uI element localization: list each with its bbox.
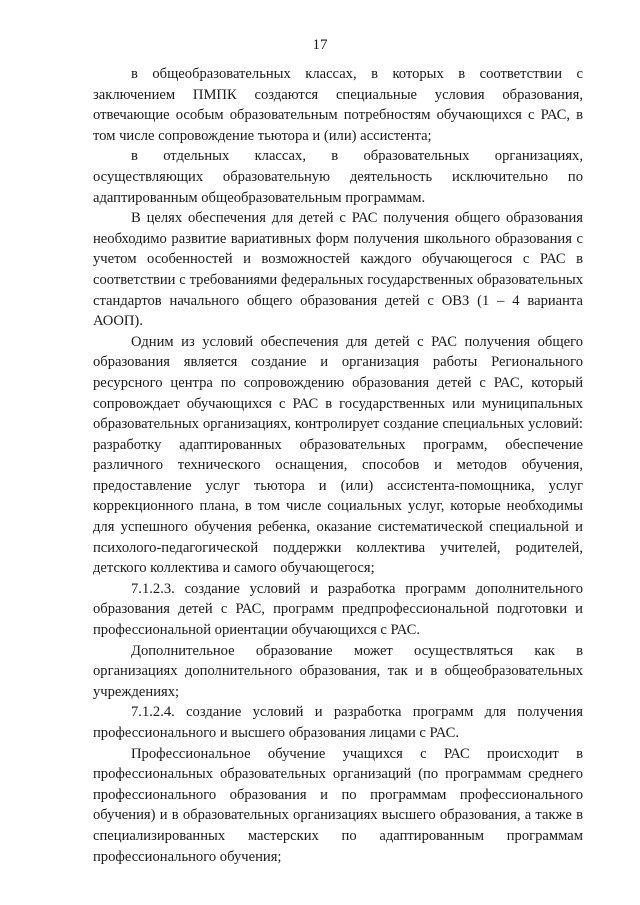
paragraph-section-7-1-2-3: 7.1.2.3. создание условий и разработка программ дополнительного образования детей с РАС, программ предпрофессиональной подготовки и профессиональной ориентации обучающихся с РАС. <box>93 580 583 639</box>
paragraph-section-7-1-2-4: 7.1.2.4. создание условий и разработка программ для получения профессионального и высшего образования лицами с РАС. <box>93 704 583 741</box>
document-body <box>93 64 583 867</box>
paragraph-variative-forms: В целях обеспечения для детей с РАС получения общего образования необходимо развитие вариативных форм получения школьного образования с учетом особенностей и возможностей каждого обучающегося с РАС в соответствии с требованиями федеральных государственных образовательных стандартов начального общего образования детей с ОВЗ (1 – 4 варианта АООП). <box>93 210 583 330</box>
paragraph-separate-classes: в отдельных классах, в образовательных организациях, осуществляющих образовательную деятельность исключительно по адаптированным общеобразовательным программам. <box>93 148 583 206</box>
paragraph-general-classes: в общеобразовательных классах, в которых в соответствии с заключением ПМПК создаются специальные условия образования, отвечающие особым образовательным потребностям обучающихся с РАС, в том числе сопровождение тьютора и (или) ассистента; <box>93 66 583 144</box>
paragraph-resource-center: Одним из условий обеспечения для детей с РАС получения общего образования является создание и организация работы Регионального ресурсного центра по сопровождению образования детей с РАС, который сопровождает обучающихся с РАС в государственных или муниципальных образовательных организациях, контролирует создание специальных условий: разработку адаптированных образовательных программ, обеспечение различного технического оснащения, способов и методов обучения, предоставление услуг тьютора и (или) ассистента-помощника, услуг коррекционного плана, в том числе социальных услуг, которые необходимы для успешного обучения ребенка, оказание систематической специальной и психолого-педагогической поддержки коллектива учителей, родителей, детского коллектива и самого обучающегося; <box>93 333 583 577</box>
paragraph-professional-training: Профессиональное обучение учащихся с РАС происходит в профессиональных образовательных организаций (по программам среднего профессионального образования и по программам профессионального обучения) и в образовательных организациях высшего образования, а также в специализированных мастерских по адаптированным программам профессионального обучения; <box>93 745 583 865</box>
page-number: 17 <box>312 37 328 53</box>
paragraph-additional-education: Дополнительное образование может осуществляться как в организациях дополнительного образования, так и в общеобразовательных учреждениях; <box>93 642 583 700</box>
